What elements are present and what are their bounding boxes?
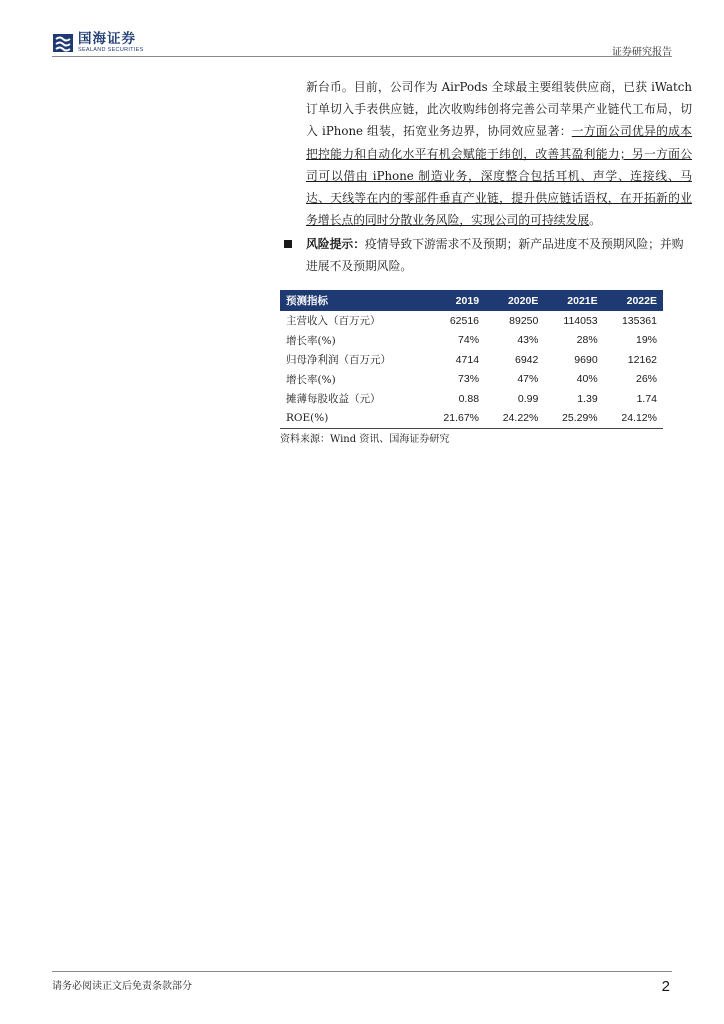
risk-warning: [284, 233, 694, 277]
table-cell: 28%: [576, 334, 598, 347]
table-cell: 4714: [455, 353, 480, 366]
table-cell: 74%: [458, 334, 480, 347]
table-row: [280, 311, 663, 331]
brand-name-en: SEALAND SECURITIES: [78, 47, 144, 53]
body-paragraph: [306, 76, 692, 231]
table-cell: 增长率(%): [286, 373, 336, 386]
table-cell: 47%: [517, 373, 539, 386]
table-cell: 114053: [563, 314, 598, 327]
square-bullet-icon: [284, 240, 292, 248]
table-cell: 0.88: [458, 392, 480, 405]
table-cell: 摊薄每股收益（元）: [286, 393, 381, 406]
table-cell: 24.12%: [604, 409, 663, 429]
page-header: [52, 30, 672, 58]
table-cell: 9690: [574, 353, 598, 366]
footer-divider: [52, 971, 672, 972]
report-type: 证券研究报告: [612, 47, 672, 58]
paragraph-end: 。: [589, 213, 601, 228]
table-cell: 25.29%: [544, 409, 603, 429]
table-cell: 12162: [627, 353, 657, 366]
table-cell: 26%: [635, 373, 657, 386]
header-divider: [52, 56, 672, 57]
table-cell: 21.67%: [426, 409, 485, 429]
table-header-cell: 预测指标: [280, 290, 426, 311]
table-header-cell: 2022E: [604, 290, 663, 311]
table-cell: 43%: [517, 334, 539, 347]
table-row: [280, 409, 663, 429]
forecast-table: [280, 290, 663, 429]
footer-disclaimer: 请务必阅读正文后免责条款部分: [52, 981, 192, 992]
table-cell: 6942: [514, 353, 539, 366]
table-cell: 24.22%: [485, 409, 544, 429]
table-cell: 19%: [635, 334, 657, 347]
page-number: 2: [661, 978, 670, 995]
paragraph-text: 新台币。目前，公司作为 AirPods 全球最主要组装供应商，已获 iWatch 订单切入手表供应链，此次收购纬创将完善公司苹果产业链代工布局，切入 iPhone 组装，拓宽业务边界，协同效应显著：: [306, 80, 692, 139]
risk-label: 风险提示：: [306, 237, 365, 251]
table-source-note: 资料来源：Wind 资讯、国海证券研究: [280, 434, 450, 445]
table-header-cell: 2019: [426, 290, 485, 311]
brand-name-cn: 国海证券: [78, 30, 136, 47]
table-cell: 40%: [576, 373, 598, 386]
table-cell: 增长率(%): [286, 334, 336, 347]
table-header-cell: 2021E: [544, 290, 603, 311]
table-row: [280, 370, 663, 390]
table-row: [280, 389, 663, 409]
table-header-row: [280, 290, 663, 311]
table-row: [280, 331, 663, 351]
table-cell: 1.74: [636, 392, 657, 405]
table-cell: 0.99: [517, 392, 539, 405]
table-header-cell: 2020E: [485, 290, 544, 311]
table-cell: 62516: [449, 314, 480, 327]
table-cell: 归母净利润（百万元）: [286, 354, 391, 367]
table-cell: 89250: [509, 314, 539, 327]
table-cell: 73%: [458, 373, 480, 386]
table-cell: 1.39: [577, 392, 598, 405]
risk-text: 疫情导致下游需求不及预期；新产品进度不及预期风险；并购进展不及预期风险。: [306, 237, 684, 274]
table-cell: 主营收入（百万元）: [286, 315, 381, 328]
table-cell: 135361: [621, 314, 657, 327]
brand-logo: [52, 32, 144, 54]
table-cell: ROE(%): [280, 409, 426, 429]
paragraph-underlined-text: 一方面公司优异的成本把控能力和自动化水平有机会赋能于纬创，改善其盈利能力；另一方面公司可以借由 iPhone 制造业务，深度整合包括耳机、声学、连接线、马达、天线等在内的零部件垂直产业链，提升供应链话语权，在开拓新的业务增长点的同时分散业务风险，实现公司的可持续发展: [306, 124, 692, 228]
table-row: [280, 350, 663, 370]
sealand-logo-icon: [52, 32, 74, 54]
